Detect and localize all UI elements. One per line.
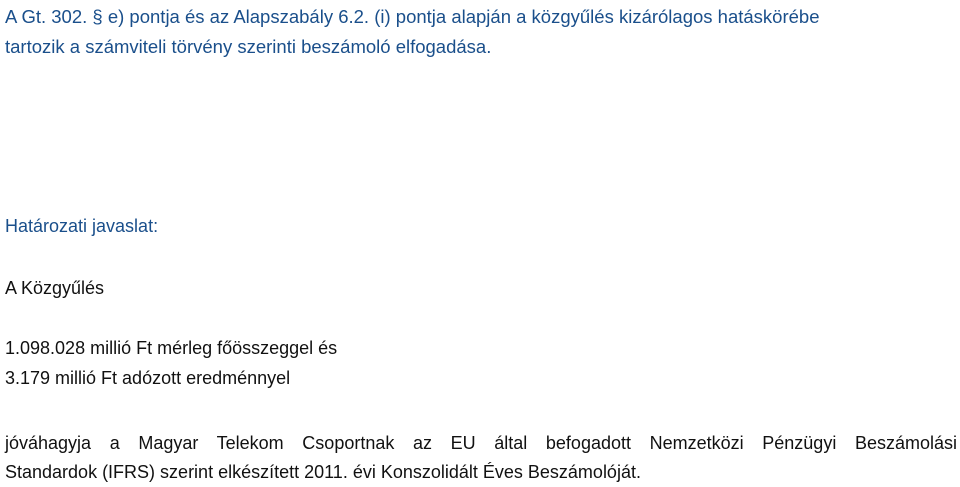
resolution-subject: A Közgyűlés: [5, 278, 105, 298]
resolution-heading: Határozati javaslat:: [5, 216, 159, 236]
intro-line-2: tartozik a számviteli törvény szerinti beszámoló elfogadása.: [5, 36, 492, 57]
balance-sheet-total: 1.098.028 millió Ft mérleg főösszeggel és: [5, 338, 338, 358]
intro-line-1: A Gt. 302. § e) pontja és az Alapszabály 6.2. (i) pontja alapján a közgyűlés kizárólagos hatáskörébe: [5, 6, 820, 27]
approval-paragraph: [5, 429, 957, 487]
net-profit: 3.179 millió Ft adózott eredménnyel: [5, 368, 291, 388]
intro-paragraph: [5, 2, 960, 62]
approval-line-1: jóváhagyja a Magyar Telekom Csoportnak az EU által befogadott Nemzetközi Pénzügyi Beszámolási: [5, 433, 957, 453]
approval-line-2: Standardok (IFRS) szerint elkészített 2011. évi Konszolidált Éves Beszámolóját.: [5, 462, 641, 482]
